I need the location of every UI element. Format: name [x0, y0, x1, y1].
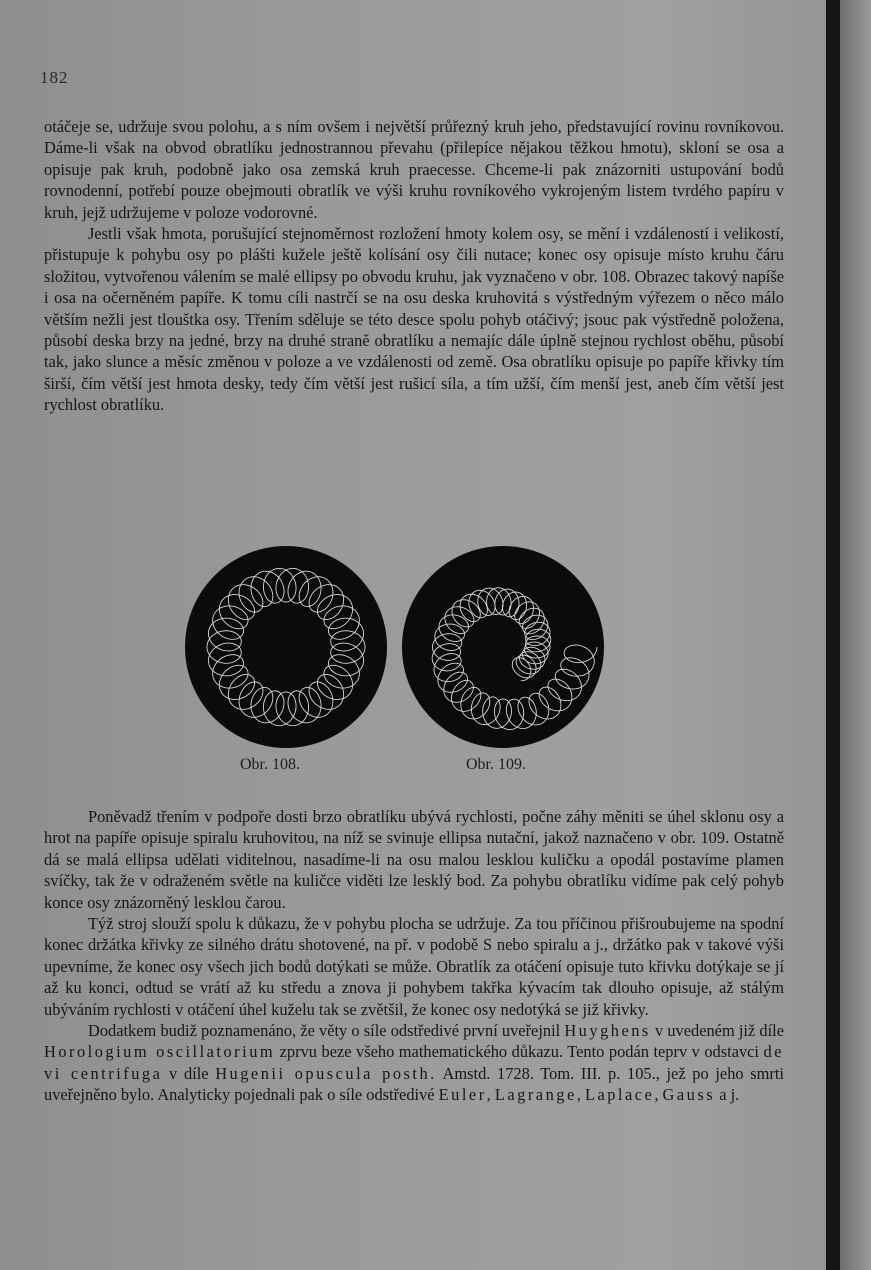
- text-run: v uvedeném již díle: [650, 1021, 784, 1041]
- name-euler: Euler: [438, 1085, 487, 1105]
- text-run: Amstd. 1728. Tom. III. p. 105., jež po jeho smrti uveřejněno bylo. Analyticky pojednali pak o síle odstředivé: [44, 1063, 784, 1105]
- text-run: zprvu beze všeho mathematického důkazu. Tento podán teprv v odstavci: [275, 1042, 764, 1062]
- figure-108-caption: Obr. 108.: [240, 756, 300, 773]
- title-hugenii-opuscula: Hugenii opuscula posth.: [215, 1063, 437, 1083]
- name-huyghens: Huyghens: [564, 1021, 651, 1041]
- figure-109-caption: Obr. 109.: [466, 756, 526, 773]
- name-laplace: Laplace: [584, 1085, 655, 1105]
- paragraph-1: otáčeje se, udržuje svou polohu, a s ním ovšem i největší průřezný kruh jeho, představující rovinu rovníkovou. Dáme-li však na obvod obratlíku jednostrannou převahu (přilepíce nějakou těžkou hmotu), skloní se osa a opisuje pak kruh, podobně jako osa zemská kruh praecesse. Chceme-li pak znázorniti ustupování bodů rovnodenní, potřebí pouze obejmouti obratlík ve výši kruhu rovníkového vykrojeným listem tvrdého papíru v kruh, jejž udržujeme v poloze vodorovné.: [44, 117, 784, 222]
- figure-108-nutation-curve: [184, 545, 388, 749]
- text-run: ,: [654, 1085, 663, 1105]
- page-number: 182: [40, 68, 69, 87]
- text-run: ,: [486, 1085, 495, 1105]
- text-run: ,: [576, 1085, 585, 1105]
- binding-shadow: [826, 0, 840, 1270]
- bottom-text: [44, 806, 784, 1106]
- top-text: [44, 116, 784, 416]
- title-de-vi-centrifuga: de vi centrifuga: [44, 1042, 784, 1083]
- figure-109-spiral-curve: [401, 545, 605, 749]
- text-run: v díle: [162, 1063, 216, 1083]
- name-gauss: Gauss: [662, 1085, 716, 1105]
- paragraph-2: Jestli však hmota, porušující stejnoměrnost rozložení hmoty kolem osy, se mění i vzdáleností i velikostí, přistupuje k pohybu osy po plášti kužele ještě kolísání osy čili nutace; konec osy opisuje místo kruhu čáru složitou, vytvořenou válením se malé ellipsy po obvodu kruhu, jak vyznačeno v obr. 108. Obrazec takový napíše i osa na očerněném papíře. K tomu cíli nastrčí se na osu deska kruhovitá s výstředným výřezem o něco málo větším nežli jest tlouštka osy. Třením sděluje se této desce spolu pohyb otáčivý; jsouc pak výstředně položena, působí deska brzy na jedné, brzy na druhé straně obratlíku a nemajíc dále úplně stejnou rychlost oběhu, působí tak, jako slunce a měsíc změnou v poloze a ve vzdálenosti od země. Osa obratlíku opisuje po papíře křivky tím širší, čím větší jest hmota desky, tedy čím větší jest rušicí síla, a tím užší, čím menší jest, aneb čím větší jest rychlost obratlíku.: [44, 224, 784, 415]
- name-lagrange: Lagrange: [494, 1085, 577, 1105]
- paragraph-4: Týž stroj slouží spolu k důkazu, že v pohybu plocha se udržuje. Za tou příčinou přišroubujeme na spodní konec držátka křivky ze silného drátu shotovené, na př. v podobě S nebo spiralu a j., držátko pak v takové výši upevníme, že konec osy všech jich bodů dotýkati se může. Obratlík za otáčení opisuje tuto křivku dotýkaje se jí až ku konci, odtud se vrátí až ku středu a znova ji pohybem takřka kývacím tak dlouho opisuje, až stálým ubýváním rychlosti v otáčení úhel kuželu tak se zvětšil, že konec osy nedotýká se již křivky.: [44, 914, 784, 1019]
- text-run: Dodatkem budiž poznamenáno, že věty o síle odstředivé první uveřejnil: [88, 1021, 565, 1041]
- paragraph-3: Poněvadž třením v podpoře dosti brzo obratlíku ubývá rychlosti, počne záhy měniti se úhel sklonu osy a hrot na papíře opisuje spiralu kruhovitou, na níž se svinuje ellipsa nutační, jakož naznačeno v obr. 109. Ostatně dá se malá ellipsa udělati viditelnou, nasadíme-li na osu malou lesklou kuličku a opodál postavíme plamen svíčky, tak že v odraženém světle na kuličce viděti lze lesklý bod. Za pohybu obratlíku vidíme pak celý pohyb konce osy znázorněný lesklou čarou.: [44, 807, 784, 912]
- paragraph-5: [44, 1020, 784, 1106]
- text-run: a j.: [715, 1085, 740, 1105]
- title-horologium: Horologium oscillatorium: [44, 1042, 276, 1062]
- next-page-edge: [840, 0, 871, 1270]
